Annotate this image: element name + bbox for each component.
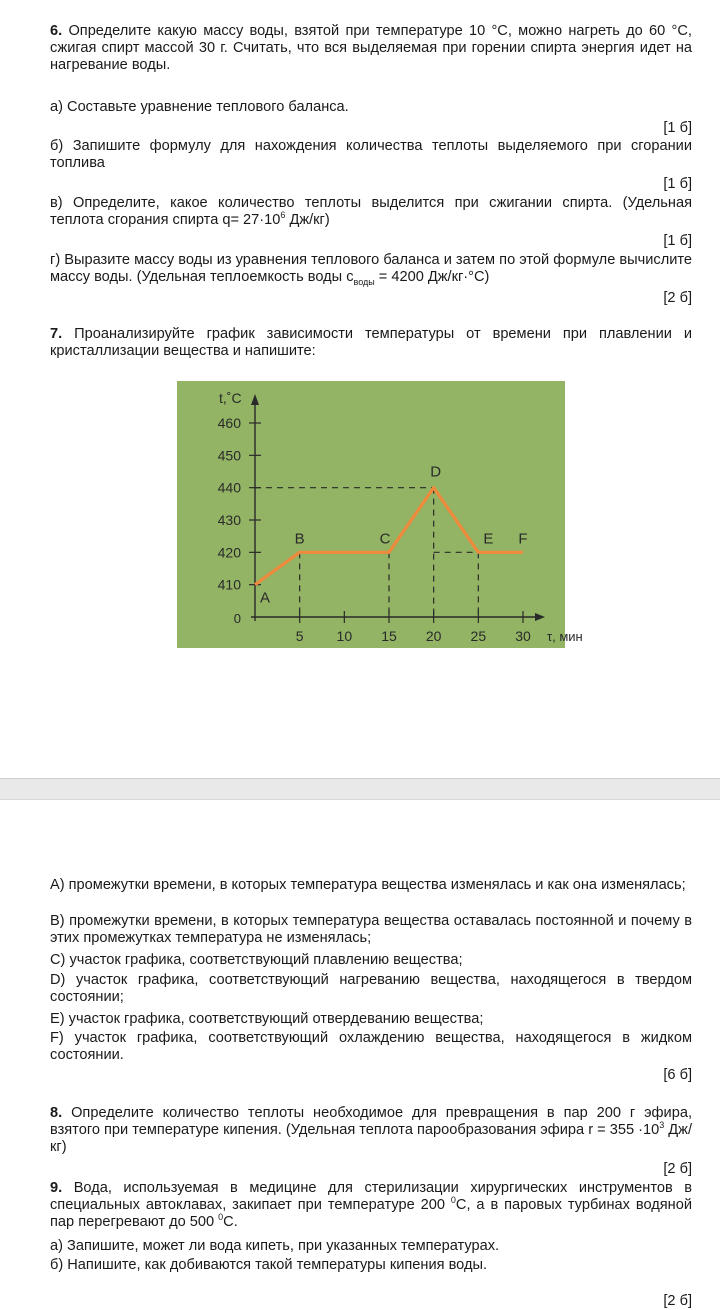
question-8-exponent: 3 [659,1120,665,1131]
question-6-c-points: [1 б] [663,233,692,249]
question-7 [50,326,692,360]
question-6-text: Определите какую массу воды, взятой при температуре 10 °С, можно нагреть до 60 °С, сжигая спирт массой 30 г. Считать, что вся выделяемая при горении спирта энергия идет на нагревание воды. [50,23,692,73]
question-6-number: 6. [50,23,63,39]
item-F: F) участок графика, соответствующий охлаждению вещества, находящегося в жидком состоянии. [50,1030,692,1063]
question-7-text: Проанализируйте график зависимости температуры от времени при плавлении и кристаллизации вещества и напишите: [50,326,692,359]
question-6-d-subscript: воды [353,276,375,287]
y-tick-label: 420 [217,544,241,561]
question-8-number: 8. [50,1105,63,1121]
y-axis-label: t,˚C [219,390,242,406]
item-E: E) участок графика, соответствующий отвердеванию вещества; [50,1011,484,1027]
question-6-d-unit: = 4200 Дж/кг·°С) [374,269,490,285]
point-label-C: C [379,530,391,548]
x-axis-label: τ, мин [547,629,583,644]
question-8-unit: Дж/кг) [50,1122,692,1155]
page-separator [0,778,720,800]
question-9-b: б) Напишите, как добиваются такой температуры кипения воды. [50,1257,488,1273]
question-9-a: а) Запишите, может ли вода кипеть, при указанных температурах. [50,1238,500,1254]
question-9-degree-1: 0 [450,1195,456,1206]
y-tick-label: 410 [217,576,241,593]
question-6-c [50,195,692,229]
item-C: C) участок графика, соответствующий плавлению вещества; [50,952,463,968]
x-tick-label: 10 [336,628,353,644]
question-6 [50,23,692,74]
item-A: A) промежутки времени, в которых температура вещества изменялась и как она изменялась; [50,877,686,893]
question-6-d-text: г) Выразите массу воды из уравнения теплового баланса и затем по этой формуле вычислите массу воды. (Удельная теплоемкость воды c [50,252,692,285]
question-9-number: 9. [50,1180,63,1196]
x-tick-label: 15 [381,628,397,644]
x-tick-label: 5 [295,628,304,644]
question-6-d [50,252,692,286]
point-label-E: E [483,530,494,548]
item-B: B) промежутки времени, в которых температура вещества оставалась постоянной и почему в этих промежутках температура не изменялась; [50,913,692,946]
question-9-degree-2: 0 [218,1212,224,1223]
question-6-b: б) Запишите формулу для нахождения количества теплоты выделяемого при сгорании топлива [50,138,692,171]
question-6-d-points: [2 б] [663,290,692,306]
item-D: D) участок графика, соответствующий нагреванию вещества, находящегося в твердом состоянии; [50,972,692,1005]
y-tick-label: 440 [217,479,241,496]
question-6-b-points: [1 б] [663,176,692,192]
y-tick-label: 430 [217,512,241,528]
question-9-text-2: С, а в паровых турбинах водяной пар перегревают до 500 [50,1197,692,1230]
question-6-a: а) Составьте уравнение теплового баланса. [50,99,349,115]
x-tick-label: 30 [515,628,531,644]
origin-label: 0 [233,611,241,626]
point-label-D: D [430,463,442,481]
x-tick-label: 20 [425,628,442,644]
temperature-time-chart [177,381,583,648]
question-6-c-unit: Дж/кг) [285,212,330,228]
y-tick-label: 450 [217,447,241,464]
y-tick-label: 460 [217,415,241,431]
question-7-points: [6 б] [663,1067,692,1083]
question-9-text-1: Вода, используемая в медицине для стерилизации хирургических инструментов в специальных автоклавах, закипает при температуре 200 [50,1180,692,1213]
x-tick-label: 25 [470,628,487,644]
question-6-c-text: в) Определите, какое количество теплоты выделится при сжигании спирта. (Удельная теплота сгорания спирта q= 27·10 [50,195,692,228]
question-8-text: Определите количество теплоты необходимое для превращения в пар 200 г эфира, взятого при температуре кипения. (Удельная теплота парообразования эфира r = 355 ·10 [50,1105,692,1138]
question-6-c-exponent: 6 [280,210,286,221]
point-label-A: A [259,589,271,607]
question-8-points: [2 б] [663,1161,692,1177]
question-9-text-3: С. [223,1214,238,1230]
point-label-F: F [518,530,528,548]
question-7-number: 7. [50,326,63,342]
question-9-points: [2 б] [663,1293,692,1309]
question-8 [50,1105,692,1156]
question-6-a-points: [1 б] [663,120,692,136]
page-2 [0,799,720,1309]
point-label-B: B [294,530,305,548]
question-9 [50,1180,692,1231]
